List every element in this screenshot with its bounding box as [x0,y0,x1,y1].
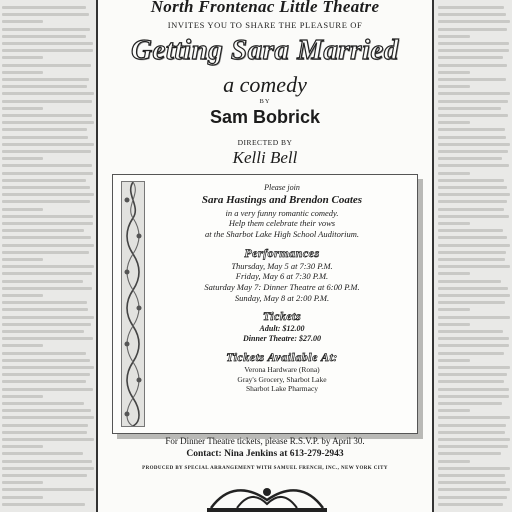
newsprint-text-line [2,265,94,268]
newsprint-text-line [2,78,89,81]
newsprint-text-line [2,85,87,88]
newsprint-text-line [438,28,507,31]
newsprint-text-line [438,172,470,175]
newsprint-text-line [438,200,507,203]
newsprint-text-line [2,424,88,427]
newsprint-text-line [438,395,509,398]
newsprint-text-line [438,114,508,117]
performance-date: Sunday, May 8 at 2:00 P.M. [234,292,330,303]
newsprint-text-line [2,179,86,182]
play-subtitle: a comedy [223,72,307,97]
newsprint-text-line [2,164,92,167]
newsprint-text-line [2,330,84,333]
ticket-price: Dinner Theatre: $27.00 [243,334,321,344]
newsprint-text-line [2,222,93,225]
newsprint-text-line [438,6,504,9]
newsprint-text-line [2,467,94,470]
play-title: Getting Sara Married [131,34,399,66]
newsprint-text-line [438,78,506,81]
newsprint-text-line [2,481,43,484]
newsprint-text-line [438,352,504,355]
newsprint-text-line [438,265,510,268]
invitation-card-text [153,183,411,393]
newsprint-text-line [438,438,510,441]
newsprint-text-line [2,258,43,261]
newsprint-text-line [2,200,90,203]
newsprint-text-line [438,330,503,333]
newsprint-text-line [2,431,87,434]
newsprint-text-line [438,157,502,160]
author-name: Sam Bobrick [209,107,321,127]
newsprint-text-line [2,28,90,31]
tickets-available-heading: Tickets Available At: [226,350,338,365]
newsprint-text-line [2,64,91,67]
newsprint-text-line [438,56,503,59]
newsprint-text-line [438,380,504,383]
newsprint-text-line [438,35,470,38]
newsprint-text-line [2,503,85,506]
description-line: in a very funny romantic comedy. [225,207,339,218]
newsprint-text-line [2,402,84,405]
newsprint-text-line [2,136,88,139]
newsprint-text-line [438,416,510,419]
newsprint-text-line [2,452,83,455]
newsprint-text-line [438,13,506,16]
newsprint-text-line [2,474,87,477]
newsprint-text-line [2,49,93,52]
newsprint-text-line [438,323,470,326]
newsprint-text-line [438,20,510,23]
newsprint-text-line [438,85,470,88]
newsprint-text-line [2,229,84,232]
newsprint-text-line [2,157,43,160]
description-line: Help them celebrate their vows [228,218,336,229]
newsprint-text-line [438,222,470,225]
performance-date: Saturday May 7: Dinner Theatre at 6:00 P.M. [204,281,360,292]
newsprint-text-line [438,481,506,484]
newsprint-text-line [2,215,93,218]
newsprint-text-line [2,287,92,290]
newsprint-text-line [2,460,92,463]
newsprint-text-line [2,316,94,319]
newsprint-text-line [2,6,86,9]
newsprint-text-line [2,100,92,103]
newsprint-text-line [438,164,509,167]
newsprint-text-line [438,474,505,477]
newsprint-text-line [438,460,470,463]
ticket-location: Sharbot Lake Pharmacy [245,383,319,393]
newsprint-text-line [2,121,94,124]
newsprint-text-line [438,143,510,146]
newsprint-text-line [2,380,86,383]
tickets-heading: Tickets [262,309,302,324]
newsprint-text-line [2,186,90,189]
couple-names: Sara Hastings and Brendon Coates [201,194,363,206]
newsprint-text-line [438,236,507,239]
performance-date: Friday, May 6 at 7:30 P.M. [235,271,329,282]
newsprint-text-line [438,244,510,247]
performances-heading: Performances [244,245,320,260]
newsprint-text-line [2,244,94,247]
invitation-line: INVITES YOU TO SHARE THE PLEASURE OF [167,20,363,30]
newsprint-text-line [2,496,43,499]
newsprint-text-line [438,316,510,319]
newsprint-text-line [2,128,87,131]
newsprint-text-line [438,287,508,290]
newsprint-text-line [2,251,89,254]
newsprint-text-line [2,92,94,95]
newsprint-text-line [438,402,502,405]
newsprint-text-line [438,229,503,232]
newsprint-text-line [2,20,43,23]
director-name: Kelli Bell [232,148,298,167]
newsprint-text-line [438,179,504,182]
invitation-card [112,174,418,434]
newsprint-text-line [2,301,87,304]
production-credit: PRODUCED BY SPECIAL ARRANGEMENT WITH SAMUEL FRENCH, INC., NEW YORK CITY [142,466,388,471]
ticket-price: Adult: $12.00 [259,324,305,334]
newsprint-text-line [2,373,90,376]
newsprint-text-line [438,136,506,139]
newsprint-text-line [438,344,509,347]
newsprint-text-line [438,100,508,103]
newsprint-text-line [2,172,93,175]
newsprint-text-line [2,294,43,297]
newsprint-text-line [2,280,83,283]
venue-line: at the Sharbot Lake High School Auditorium. [204,229,360,239]
newsprint-text-line [2,193,94,196]
newsprint-text-line [438,431,505,434]
vine-border-decoration [121,181,145,427]
newsprint-text-line [438,359,470,362]
newsprint-text-line [438,388,509,391]
newsprint-text-line [438,42,509,45]
newsprint-text-line [2,42,93,45]
newsprint-text-line [438,193,510,196]
newsprint-text-line [438,366,510,369]
newsprint-text-line [438,467,510,470]
newsprint-text-line [2,208,43,211]
newsprint-text-line [2,438,94,441]
newsprint-text-line [2,13,89,16]
newsprint-text-line [438,452,501,455]
theatre-advertisement [96,0,434,512]
ticket-location: Gray's Grocery, Sharbot Lake [237,374,327,384]
newsprint-text-line [438,409,470,412]
newsprint-text-line [2,344,43,347]
contact-line: Contact: Nina Jenkins at 613-279-2943 [186,449,344,459]
newsprint-text-line [438,373,507,376]
newsprint-text-line [2,359,90,362]
ticket-location: Verona Hardware (Rona) [244,365,320,375]
newsprint-text-line [2,308,88,311]
newsprint-text-line [438,92,510,95]
newsprint-text-line [438,71,470,74]
newsprint-text-line [2,236,91,239]
newsprint-text-line [438,337,509,340]
newsprint-text-line [438,272,470,275]
newsprint-text-line [2,143,94,146]
newsprint-text-line [438,208,504,211]
newsprint-text-line [2,56,43,59]
newsprint-text-line [438,424,506,427]
newsprint-text-line [2,445,43,448]
newsprint-text-line [438,294,510,297]
newsprint-text-line [438,308,470,311]
newsprint-text-line [2,337,93,340]
newsprint-text-line [438,503,503,506]
newsprint-text-line [2,409,91,412]
newsprint-text-line [2,114,92,117]
please-join: Please join [264,183,300,192]
newsprint-text-line [438,64,507,67]
newsprint-text-line [438,186,507,189]
newsprint-text-line [438,107,501,110]
newsprint-text-line [2,35,86,38]
newsprint-text-line [438,121,470,124]
directed-by-label: DIRECTED BY [237,138,293,147]
newsprint-text-line [2,323,91,326]
newsprint-text-line [2,416,94,419]
by-label: BY [259,98,271,105]
theatre-company-name: North Frontenac Little Theatre [150,0,380,16]
newsprint-text-line [438,49,509,52]
newsprint-text-line [2,388,93,391]
newsprint-text-line [2,352,86,355]
ornament-flourish [207,478,327,512]
newsprint-text-line [2,71,43,74]
dinner-rsvp-note: For Dinner Theatre tickets, please R.S.V.P. by April 30. [165,436,365,446]
newsprint-text-line [438,215,509,218]
newsprint-text-line [2,107,43,110]
newsprint-text-line [2,395,43,398]
newsprint-text-line [438,496,507,499]
newsprint-text-line [438,251,506,254]
newsprint-text-line [438,128,505,131]
newsprint-text-line [2,272,92,275]
newsprint-text-line [2,366,94,369]
performance-date: Thursday, May 5 at 7:30 P.M. [231,260,333,271]
newsprint-text-line [438,445,508,448]
newsprint-text-line [2,150,91,153]
newsprint-text-line [438,258,505,261]
newsprint-text-line [438,280,501,283]
newsprint-text-line [2,488,94,491]
newsprint-text-line [438,150,508,153]
newsprint-text-line [438,301,505,304]
newsprint-text-line [438,488,510,491]
